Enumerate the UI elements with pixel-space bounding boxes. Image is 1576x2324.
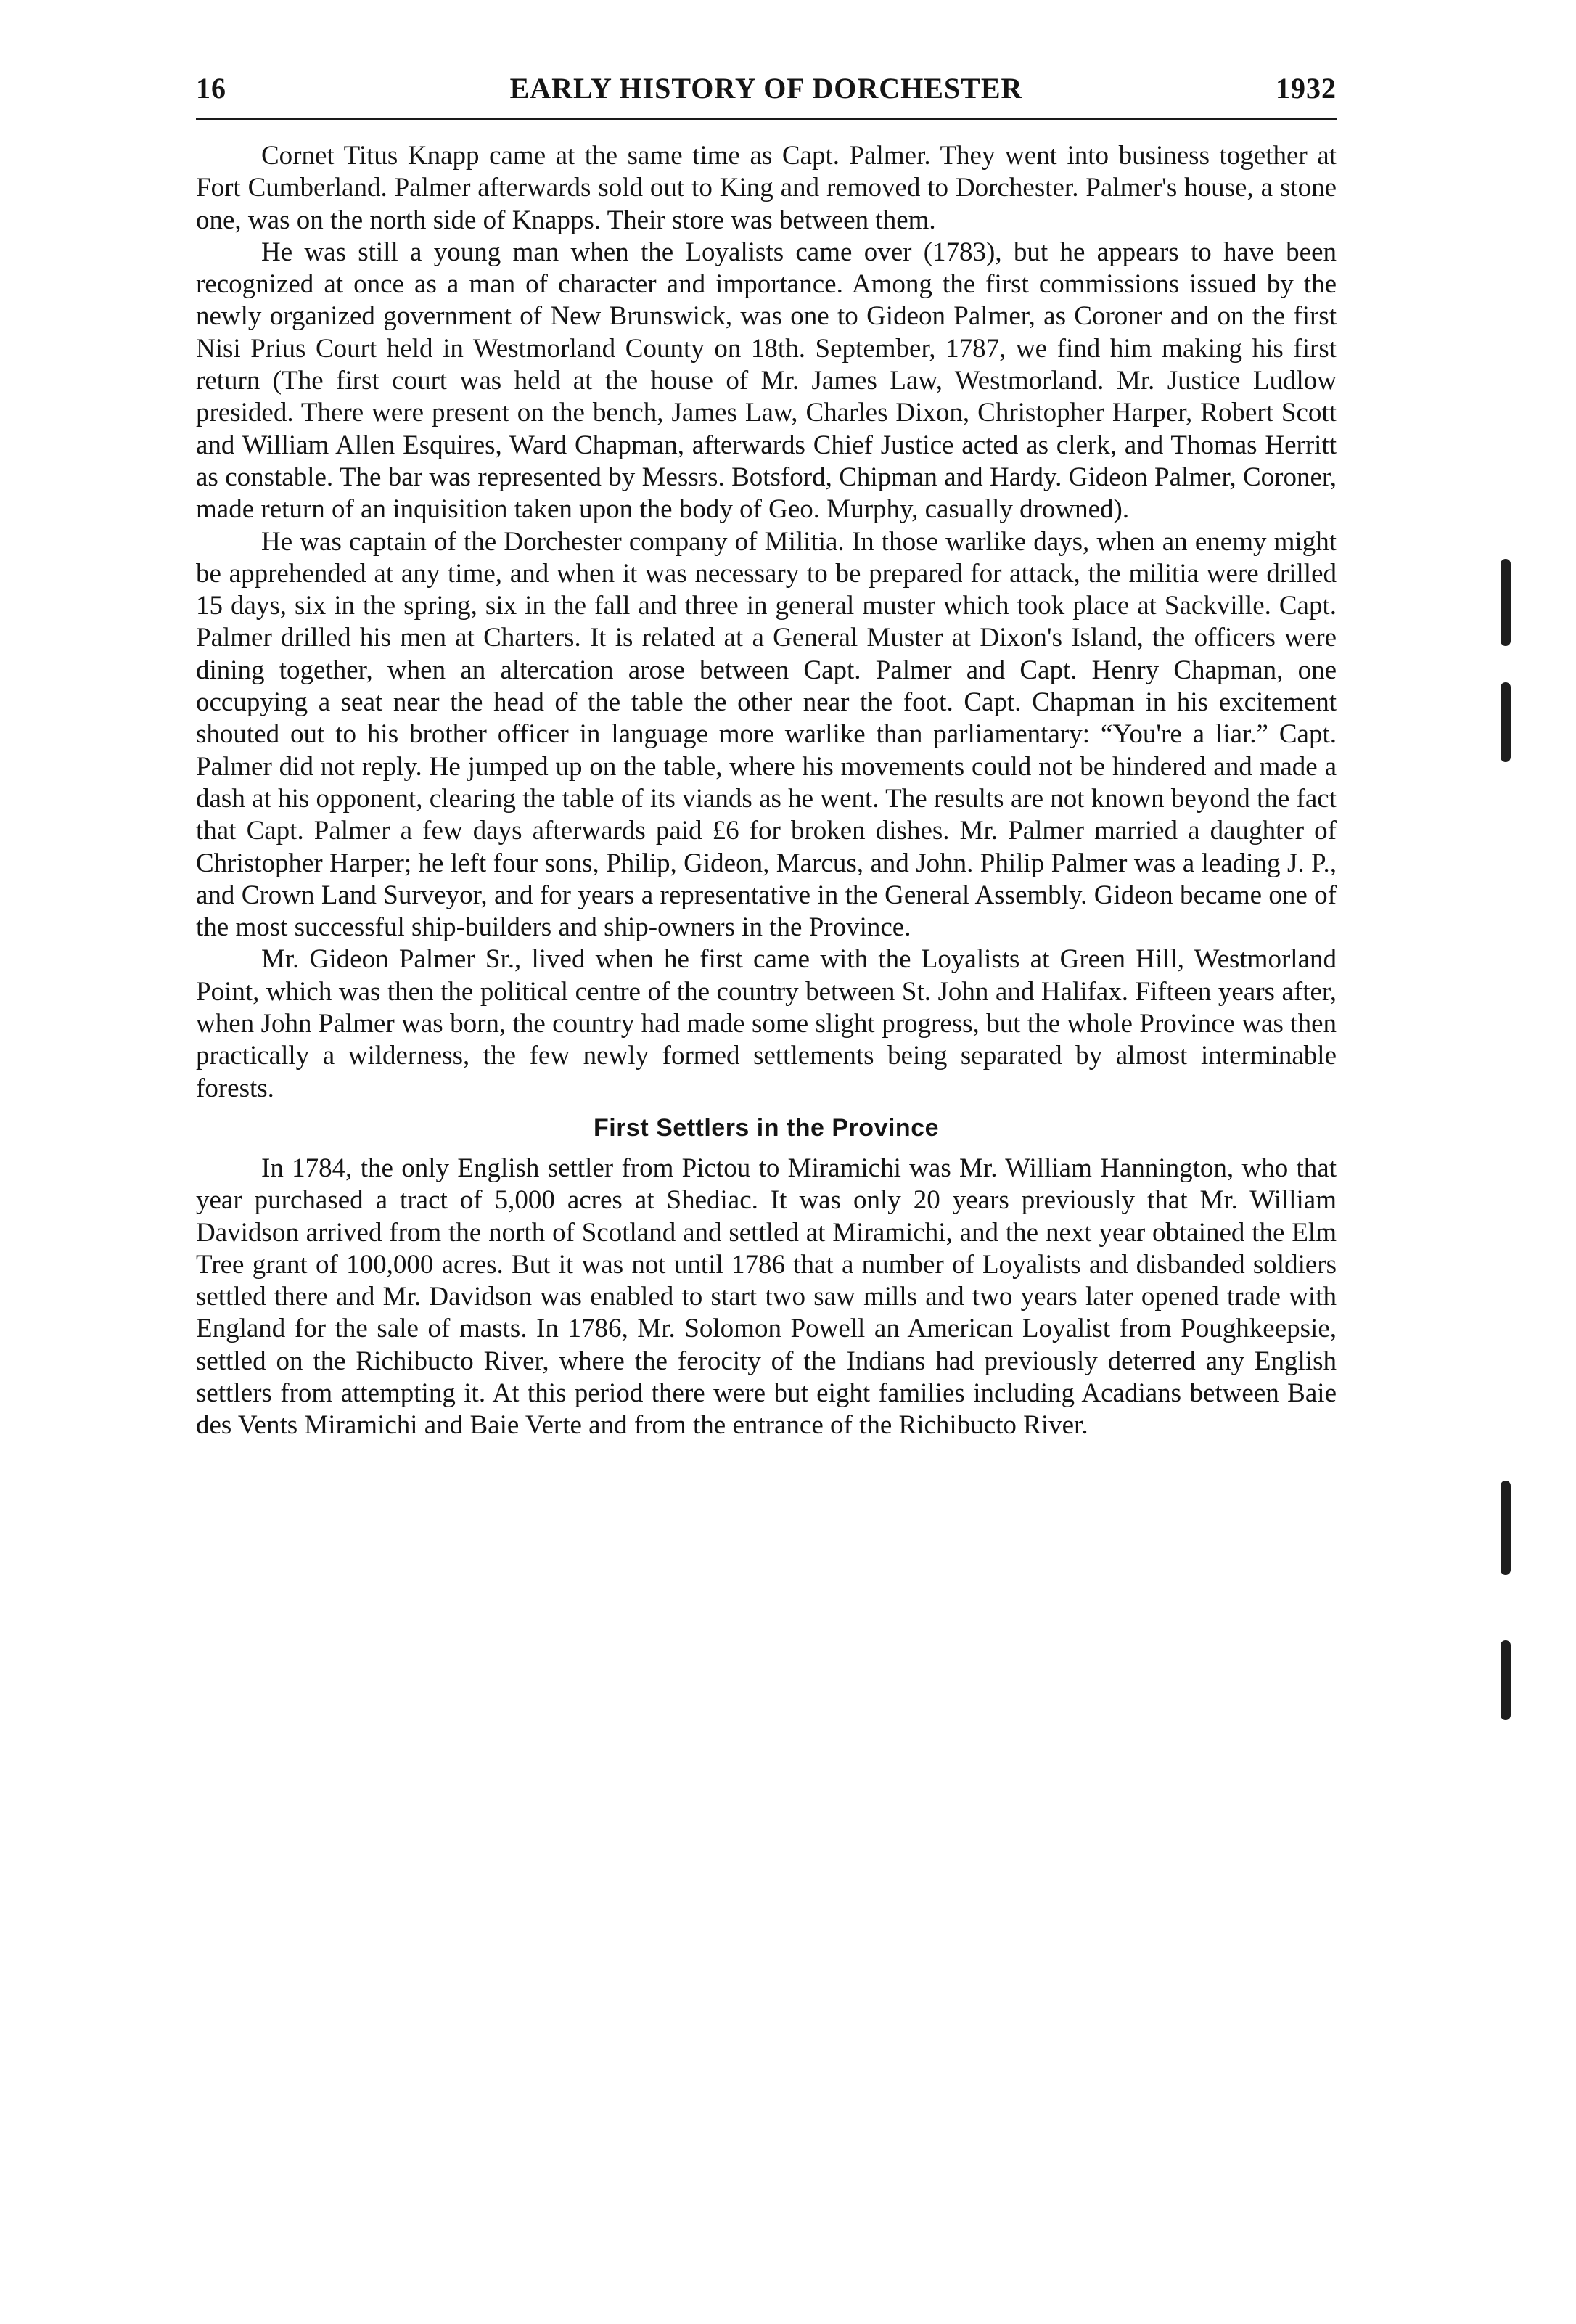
margin-mark — [1501, 559, 1511, 646]
running-year: 1932 — [1276, 72, 1337, 105]
margin-mark — [1501, 682, 1511, 762]
margin-mark — [1501, 1481, 1511, 1575]
running-title: EARLY HISTORY OF DORCHESTER — [509, 72, 1023, 105]
margin-mark — [1501, 1640, 1511, 1720]
paragraph: He was still a young man when the Loyalists came over (1783), but he appears to have been recognized at once as a man of character and importance. Among the first commissions issued by the newly organized government of New Brunswick, was one to Gideon Palmer, as Coroner and on the first Nisi Prius Court held in Westmorland County on 18th. September, 1787, we find him making his first return (The first court was held at the house of Mr. James Law, Westmorland. Mr. Justice Ludlow presided. There were present on the bench, James Law, Charles Dixon, Christopher Harper, Robert Scott and William Allen Esquires, Ward Chapman, afterwards Chief Justice acted as clerk, and Thomas Herritt as constable. The bar was represented by Messrs. Botsford, Chipman and Hardy. Gideon Palmer, Coroner, made return of an inquisition taken upon the body of Geo. Murphy, casually drowned). — [196, 237, 1337, 525]
running-head — [196, 58, 1337, 120]
page — [196, 58, 1337, 1442]
body-text — [196, 140, 1337, 1442]
paragraph: Mr. Gideon Palmer Sr., lived when he first came with the Loyalists at Green Hill, Westmorland Point, which was then the political centre of the country between St. John and Halifax. Fifteen years after, when John Palmer was born, the country had made some slight progress, but the whole Province was then practically a wilderness, the few newly formed settlements being separated by almost interminable forests. — [196, 944, 1337, 1103]
paragraph: In 1784, the only English settler from Pictou to Miramichi was Mr. William Hannington, who that year purchased a tract of 5,000 acres at Shediac. It was only 20 years previously that Mr. William Davidson arrived from the north of Scotland and settled at Miramichi, and the next year obtained the Elm Tree grant of 100,000 acres. But it was not until 1786 that a number of Loyalists and disbanded soldiers settled there and Mr. Davidson was enabled to start two saw mills and two years later opened trade with England for the sale of masts. In 1786, Mr. Solomon Powell an American Loyalist from Poughkeepsie, settled on the Richibucto River, where the ferocity of the Indians had previously deterred any English settlers from attempting it. At this period there were but eight families including Acadians between Baie des Vents Miramichi and Baie Verte and from the entrance of the Richibucto River. — [196, 1153, 1337, 1441]
paragraph: He was captain of the Dorchester company of Militia. In those warlike days, when an enemy might be apprehended at any time, and when it was necessary to be prepared for attack, the militia were drilled 15 days, six in the spring, six in the fall and three in general muster which took place at Sackville. Capt. Palmer drilled his men at Charters. It is related at a General Muster at Dixon's Island, the officers were dining together, when an altercation arose between Capt. Palmer and Capt. Henry Chapman, one occupying a seat near the head of the table the other near the foot. Capt. Chapman in his excitement shouted out to his brother officer in language more warlike than parliamentary: “You're a liar.” Capt. Palmer did not reply. He jumped up on the table, where his movements could not be hindered and made a dash at his opponent, clearing the table of its viands as he went. The results are not known beyond the fact that Capt. Palmer a few days afterwards paid £6 for broken dishes. Mr. Palmer married a daughter of Christopher Harper; he left four sons, Philip, Gideon, Marcus, and John. Philip Palmer was a leading J. P., and Crown Land Surveyor, and for years a representative in the General Assembly. Gideon became one of the most successful ship-builders and ship-owners in the Province. — [196, 526, 1337, 943]
paragraph: Cornet Titus Knapp came at the same time as Capt. Palmer. They went into business together at Fort Cumberland. Palmer afterwards sold out to King and removed to Dorchester. Palmer's house, a stone one, was on the north side of Knapps. Their store was between them. — [196, 141, 1337, 235]
section-heading: First Settlers in the Province — [593, 1113, 940, 1142]
page-number: 16 — [196, 72, 226, 105]
